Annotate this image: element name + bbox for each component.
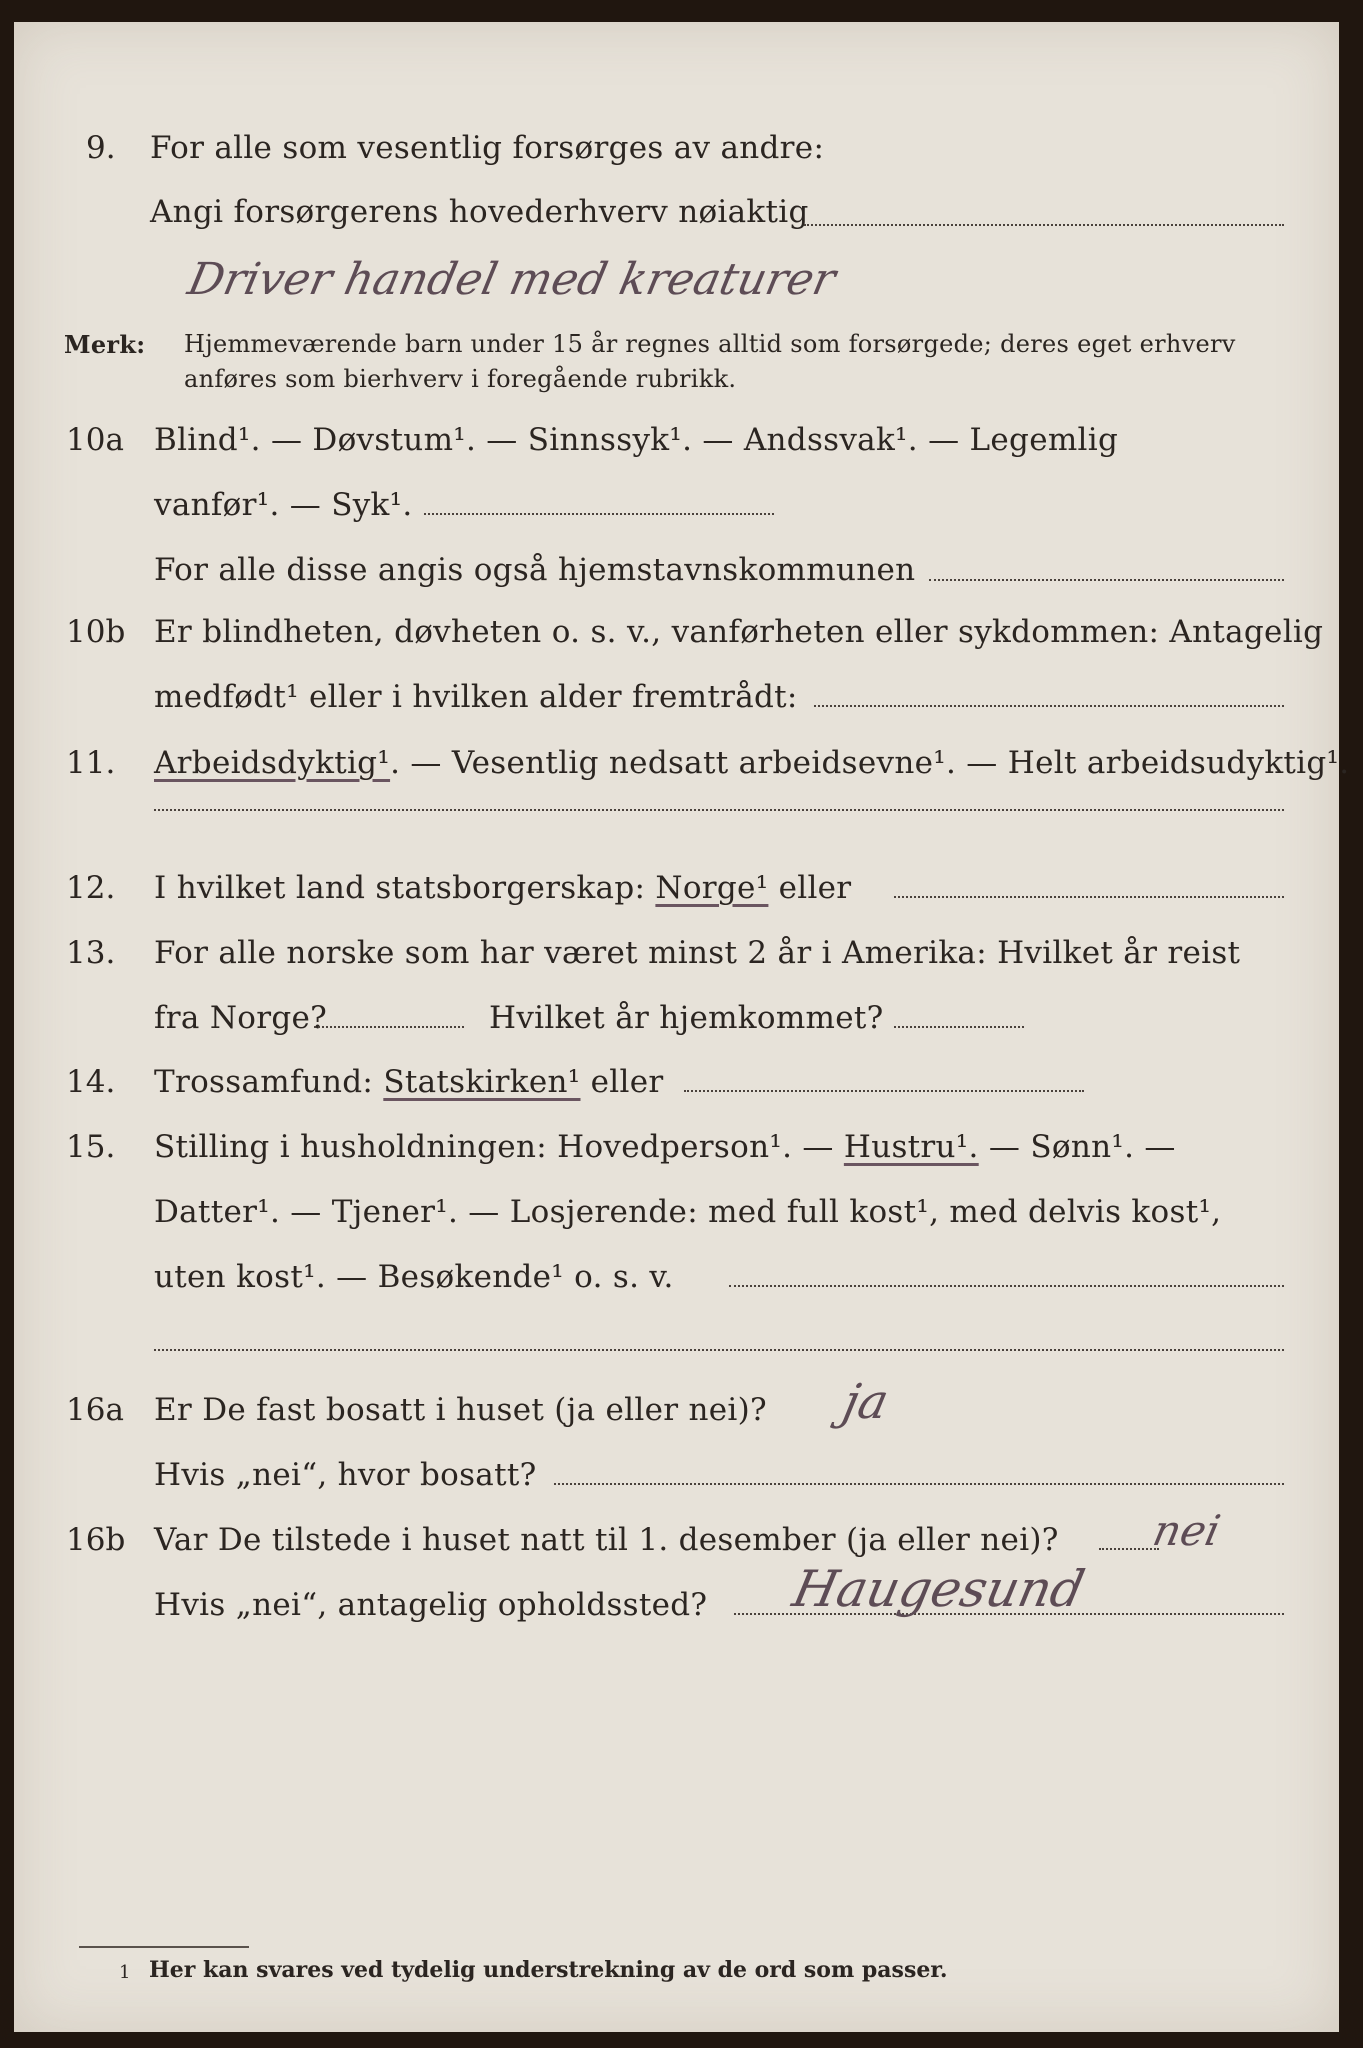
q16b-number: 16b <box>66 1522 126 1558</box>
q14-option-underlined: Statskirken¹ <box>383 1064 581 1100</box>
footnote-text: Her kan svares ved tydelig understrekning av de ord som passer. <box>149 1957 948 1983</box>
q13-fill-line-2 <box>894 1026 1024 1028</box>
q10a-line3: For alle disse angis også hjemstavnskommunen <box>154 552 916 588</box>
q15-option-underlined: Hustru¹. <box>843 1129 979 1165</box>
q12-post: eller <box>778 870 852 906</box>
q14-line <box>154 1064 664 1100</box>
footnote-mark: 1 <box>119 1962 131 1983</box>
q9-line1: For alle som vesentlig forsørges av andre: <box>150 130 825 166</box>
q10a-fill-line <box>424 513 774 515</box>
q15-line3: uten kost¹. — Besøkende¹ o. s. v. <box>154 1259 674 1295</box>
q10a-line1: Blind¹. — Døvstum¹. — Sinnssyk¹. — Andssvak¹. — Legemlig <box>154 422 1119 458</box>
q16b-line1: Var De tilstede i huset natt til 1. desember (ja eller nei)? <box>154 1522 1059 1558</box>
q16b-handwritten-answer-1: nei <box>1148 1506 1225 1555</box>
census-form-page <box>14 22 1350 2032</box>
q15-line1 <box>154 1129 1176 1165</box>
q10b-number: 10b <box>66 614 126 650</box>
q11-line <box>154 745 1349 781</box>
q14-pre: Trossamfund: <box>154 1064 374 1100</box>
q9-handwritten-answer: Driver handel med kreaturer <box>183 254 840 305</box>
q12-option-underlined: Norge¹ <box>655 870 769 906</box>
q12-number: 12. <box>66 870 116 906</box>
q16a-handwritten-answer: ja <box>838 1374 894 1430</box>
q16a-line1: Er De fast bosatt i huset (ja eller nei)? <box>154 1392 767 1428</box>
q11-fill-line <box>154 809 1284 811</box>
q16b-handwritten-answer-2: Haugesund <box>787 1560 1090 1618</box>
q9-number: 9. <box>86 130 116 166</box>
q16a-fill-line <box>554 1483 1284 1485</box>
q10b-fill-line <box>814 705 1284 707</box>
q10a-fill-line-2 <box>929 579 1284 581</box>
q14-fill-line <box>684 1090 1084 1092</box>
footnote-divider <box>79 1946 249 1948</box>
q14-number: 14. <box>66 1064 116 1100</box>
merk-line2: anføres som bierhverv i foregående rubrikk. <box>184 365 737 393</box>
q13-line2a: fra Norge? <box>154 1000 328 1036</box>
q10b-line2: medfødt¹ eller i hvilken alder fremtrådt: <box>154 679 798 715</box>
q14-post: eller <box>590 1064 664 1100</box>
q12-pre: I hvilket land statsborgerskap: <box>154 870 646 906</box>
q15-line2: Datter¹. — Tjener¹. — Losjerende: med full kost¹, med delvis kost¹, <box>154 1194 1222 1230</box>
q15-number: 15. <box>66 1129 116 1165</box>
q10a-line2: vanfør¹. — Syk¹. <box>154 487 413 523</box>
q13-line1: For alle norske som har været minst 2 år i Amerika: Hvilket år reist <box>154 935 1241 971</box>
q11-number: 11. <box>66 745 116 781</box>
q16a-line2: Hvis „nei“, hvor bosatt? <box>154 1457 537 1493</box>
q13-number: 13. <box>66 935 116 971</box>
q11-option-underlined: Arbeidsdyktig¹ <box>154 745 391 781</box>
merk-label: Merk: <box>64 330 146 359</box>
q12-line <box>154 870 851 906</box>
merk-line1: Hjemmeværende barn under 15 år regnes alltid som forsørgede; deres eget erhverv <box>184 330 1236 358</box>
q15-line1c: — Sønn¹. — <box>988 1129 1176 1165</box>
q11-rest: . — Vesentlig nedsatt arbeidsevne¹. — Helt arbeidsudyktig¹. <box>390 745 1350 781</box>
q10b-line1: Er blindheten, døvheten o. s. v., vanførheten eller sykdommen: Antagelig <box>154 614 1324 650</box>
q12-fill-line <box>894 896 1284 898</box>
q13-line2b: Hvilket år hjemkommet? <box>489 1000 884 1036</box>
q16b-line2: Hvis „nei“, antagelig opholdssted? <box>154 1587 708 1623</box>
q10a-number: 10a <box>66 422 124 458</box>
q9-fill-line <box>804 224 1284 226</box>
q16a-number: 16a <box>66 1392 124 1428</box>
q15-fill-line-2 <box>154 1349 1284 1351</box>
q15-fill-line <box>729 1285 1284 1287</box>
q13-fill-line-1 <box>314 1026 464 1028</box>
q9-line2: Angi forsørgerens hovederhverv nøiaktig <box>150 194 809 230</box>
q15-line1a: Stilling i husholdningen: Hovedperson¹. — <box>154 1129 834 1165</box>
